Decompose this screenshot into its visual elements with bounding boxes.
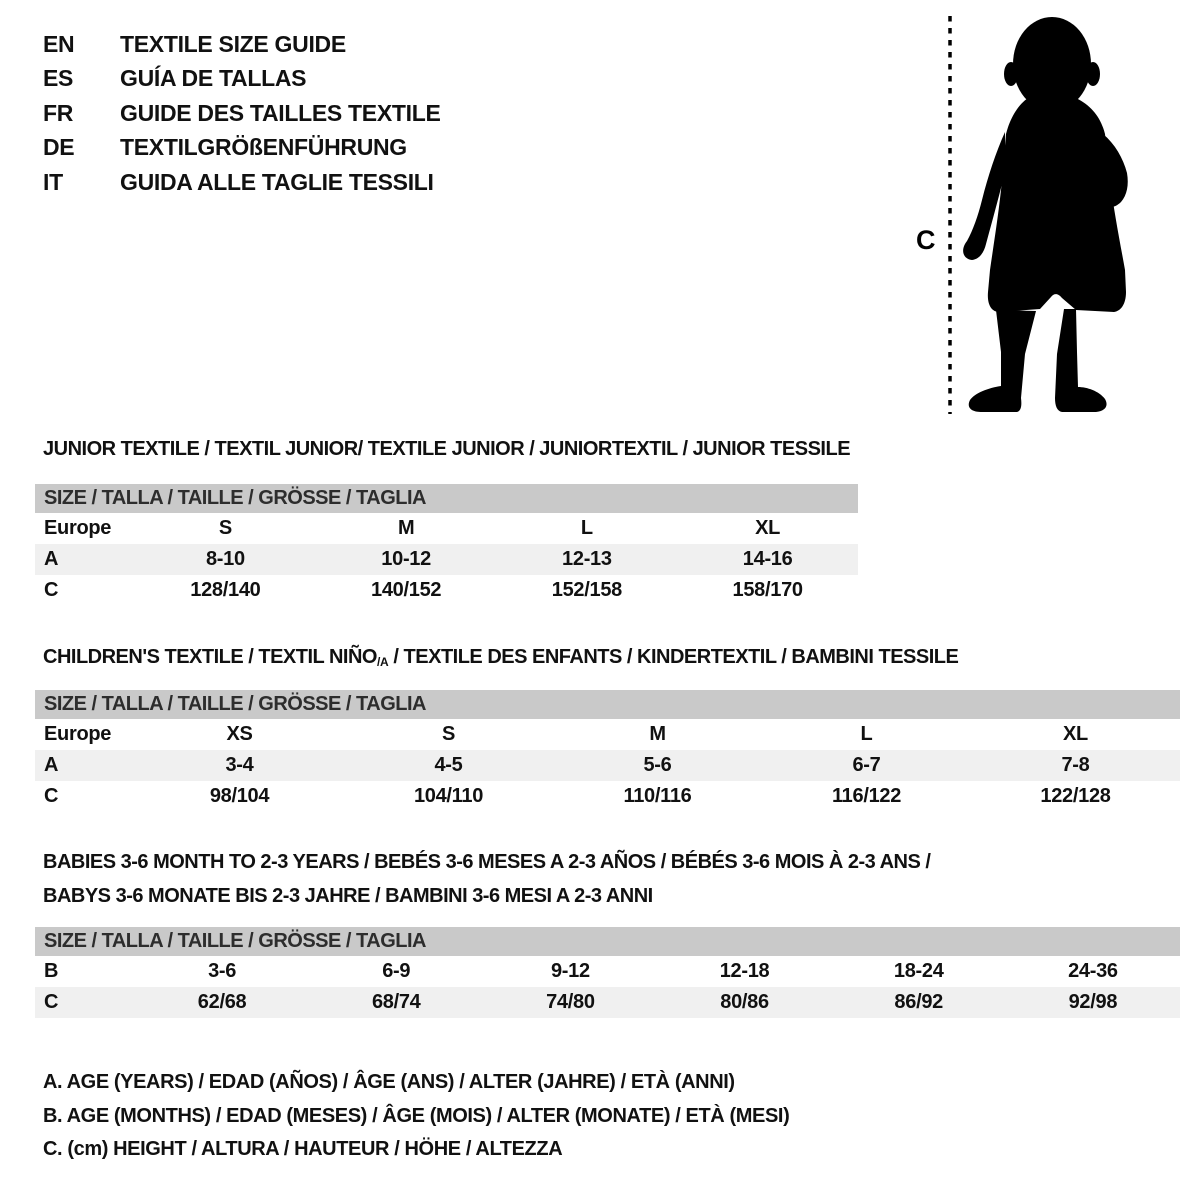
language-row-de bbox=[43, 131, 441, 166]
language-row-it bbox=[43, 165, 441, 200]
children-size-table bbox=[35, 690, 1180, 812]
table-cell: 4-5 bbox=[344, 750, 553, 781]
size-bar-label: SIZE / TALLA / TAILLE / GRÖSSE / TAGLIA bbox=[35, 690, 1180, 719]
table-row bbox=[35, 781, 1180, 812]
table-cell: 7-8 bbox=[971, 750, 1180, 781]
language-code: DE bbox=[43, 134, 75, 161]
row-label: A bbox=[35, 544, 135, 575]
table-cell: M bbox=[649, 723, 666, 745]
language-title: GUÍA DE TALLAS bbox=[120, 65, 307, 92]
table-cell: 6-9 bbox=[382, 960, 411, 982]
row-label: A bbox=[35, 750, 135, 781]
language-header-list bbox=[43, 27, 441, 200]
babies-section-heading bbox=[43, 845, 930, 913]
babies-heading-line2: BABYS 3-6 MONATE BIS 2-3 JAHRE / BAMBINI 3-6 MESI A 2-3 ANNI bbox=[43, 885, 653, 907]
legend-line-a: A. AGE (YEARS) / EDAD (AÑOS) / ÂGE (ANS) / ALTER (JAHRE) / ETÀ (ANNI) bbox=[43, 1071, 735, 1093]
row-label: Europe bbox=[44, 723, 112, 745]
language-row-es bbox=[43, 62, 441, 97]
table-cell: 152/158 bbox=[551, 579, 622, 601]
babies-size-table bbox=[35, 927, 1180, 1018]
table-cell: S bbox=[441, 723, 456, 745]
table-row bbox=[35, 544, 858, 575]
table-cell: 98/104 bbox=[209, 785, 270, 807]
table-cell: S bbox=[218, 517, 232, 539]
measure-legend bbox=[43, 1066, 789, 1167]
row-label: B bbox=[44, 960, 59, 982]
table-cell: 110/116 bbox=[623, 785, 692, 807]
table-row bbox=[35, 987, 1180, 1018]
table-cell: 12-18 bbox=[719, 960, 770, 982]
measure-label-c: C bbox=[916, 225, 936, 255]
size-bar-label: SIZE / TALLA / TAILLE / GRÖSSE / TAGLIA bbox=[35, 484, 858, 513]
table-cell: 18-24 bbox=[893, 960, 944, 982]
table-cell: 158/170 bbox=[732, 579, 803, 601]
table-row bbox=[35, 750, 1180, 781]
table-cell: 3-6 bbox=[208, 960, 237, 982]
babies-heading-line1: BABIES 3-6 MONTH TO 2-3 YEARS / BEBÉS 3-6 MESES A 2-3 AÑOS / BÉBÉS 3-6 MOIS À 2-3 ANS / bbox=[43, 851, 931, 873]
table-cell: 12-13 bbox=[497, 544, 678, 575]
table-cell: 24-36 bbox=[1068, 960, 1118, 982]
table-cell: 86/92 bbox=[832, 987, 1006, 1018]
language-title: GUIDE DES TAILLES TEXTILE bbox=[120, 99, 441, 126]
legend-line-b: B. AGE (MONTHS) / EDAD (MESES) / ÂGE (MOIS) / ALTER (MONATE) / ETÀ (MESI) bbox=[43, 1104, 790, 1127]
children-heading-text: CHILDREN'S TEXTILE / TEXTIL NIÑO bbox=[43, 646, 377, 668]
table-cell: XL bbox=[1063, 723, 1088, 745]
table-cell: 116/122 bbox=[831, 785, 902, 807]
table-cell: 128/140 bbox=[190, 579, 261, 601]
table-cell: 8-10 bbox=[135, 544, 316, 575]
language-code: FR bbox=[43, 99, 74, 126]
table-row bbox=[35, 575, 858, 606]
table-cell: 104/110 bbox=[413, 785, 484, 807]
table-cell: XS bbox=[226, 723, 253, 745]
size-bar-label: SIZE / TALLA / TAILLE / GRÖSSE / TAGLIA bbox=[35, 927, 1180, 956]
children-heading-sub: /A bbox=[376, 655, 389, 669]
row-label: C bbox=[35, 987, 135, 1018]
language-title: GUIDA ALLE TAGLIE TESSILI bbox=[120, 168, 434, 195]
language-title: TEXTILGRÖßENFÜHRUNG bbox=[120, 134, 407, 161]
language-row-en bbox=[43, 27, 441, 62]
table-cell: 68/74 bbox=[309, 987, 483, 1018]
table-cell: 9-12 bbox=[550, 960, 590, 982]
table-cell: 92/98 bbox=[1006, 987, 1180, 1018]
children-heading-text: / TEXTILE DES ENFANTS / KINDERTEXTIL / BAMBINI TESSILE bbox=[388, 646, 959, 668]
children-section-heading bbox=[43, 646, 958, 669]
table-cell: XL bbox=[755, 517, 781, 539]
table-cell: 5-6 bbox=[553, 750, 762, 781]
table-row bbox=[35, 513, 858, 544]
table-cell: 14-16 bbox=[677, 544, 858, 575]
height-measure-figure bbox=[902, 8, 1158, 420]
table-row bbox=[35, 719, 1180, 750]
table-cell: 122/128 bbox=[1040, 785, 1111, 807]
table-cell: 80/86 bbox=[657, 987, 831, 1018]
table-cell: L bbox=[860, 723, 873, 745]
table-cell: 140/152 bbox=[371, 579, 442, 601]
language-code: IT bbox=[43, 168, 63, 195]
junior-section-heading: JUNIOR TEXTILE / TEXTIL JUNIOR/ TEXTILE JUNIOR / JUNIORTEXTIL / JUNIOR TESSILE bbox=[43, 438, 851, 460]
row-label: Europe bbox=[44, 517, 112, 539]
language-code: ES bbox=[43, 65, 74, 92]
legend-line-c: C. (cm) HEIGHT / ALTURA / HAUTEUR / HÖHE / ALTEZZA bbox=[43, 1138, 563, 1160]
language-title: TEXTILE SIZE GUIDE bbox=[120, 30, 346, 57]
row-label: C bbox=[44, 785, 59, 807]
table-cell: 3-4 bbox=[135, 750, 344, 781]
table-cell: M bbox=[397, 517, 415, 539]
language-code: EN bbox=[43, 30, 75, 57]
language-row-fr bbox=[43, 96, 441, 131]
table-cell: 74/80 bbox=[483, 987, 657, 1018]
baby-silhouette-icon bbox=[963, 17, 1128, 412]
row-label: C bbox=[44, 579, 59, 601]
junior-size-table bbox=[35, 484, 858, 606]
table-cell: 6-7 bbox=[762, 750, 971, 781]
table-cell: 10-12 bbox=[316, 544, 497, 575]
table-cell: 62/68 bbox=[135, 987, 309, 1018]
table-cell: L bbox=[580, 517, 593, 539]
table-row bbox=[35, 956, 1180, 987]
